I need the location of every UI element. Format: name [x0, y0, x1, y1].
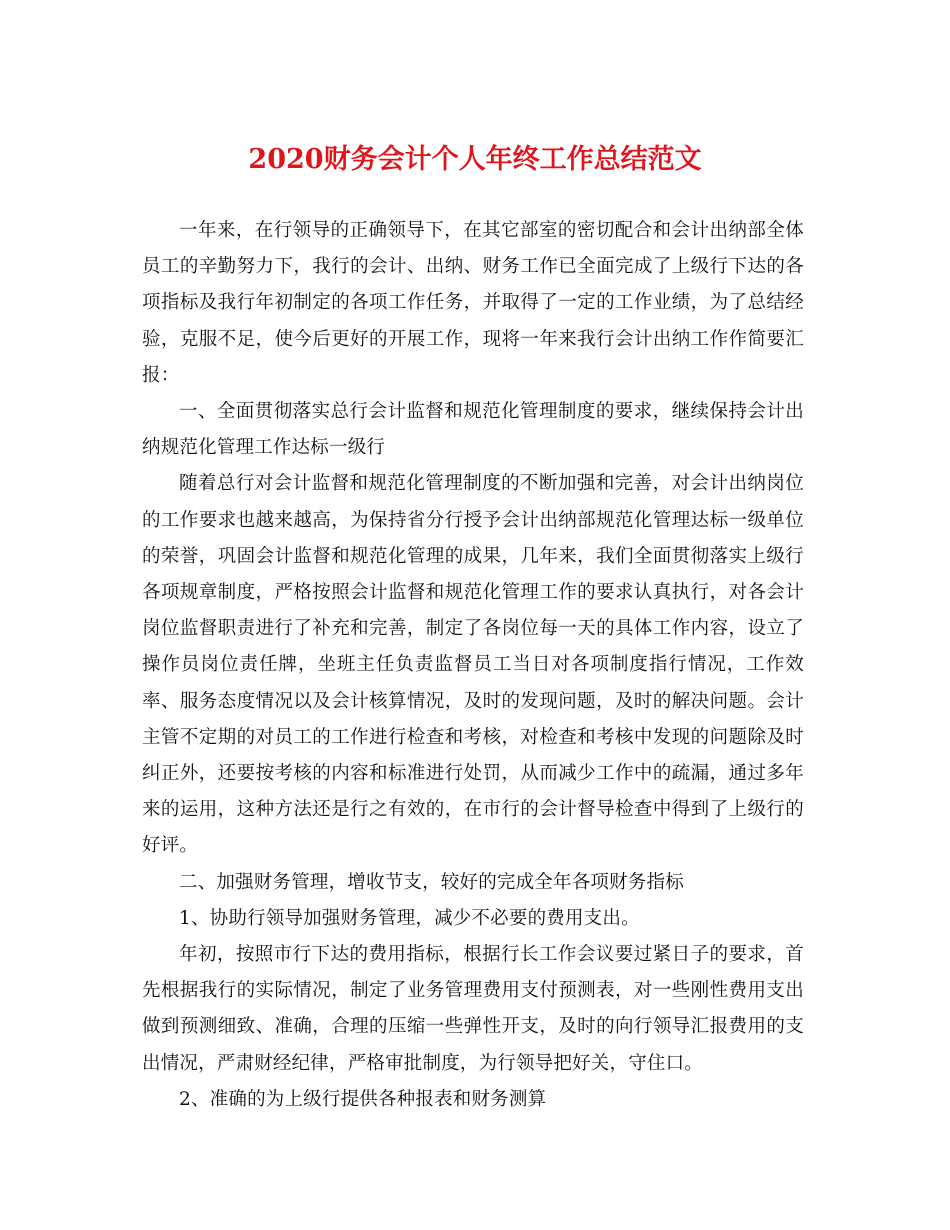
- section-heading-2: 二、加强财务管理，增收节支，较好的完成全年各项财务指标: [179, 871, 684, 893]
- document-body: [142, 213, 804, 1118]
- paragraph-section-2-1: 年初，按照市行下达的费用指标，根据行长工作会议要过紧日子的要求，首先根据我行的实际情况，制定了业务管理费用支付预测表，对一些刚性费用支出做到预测细致、准确，合理的压缩一些弹性开支，及时的向行领导汇报费用的支出情况，严肃财经纪律，严格审批制度，为行领导把好关，守住口。: [142, 944, 804, 1074]
- document-title: 2020财务会计个人年终工作总结范文: [248, 144, 702, 175]
- paragraph-intro: 一年来，在行领导的正确领导下，在其它部室的密切配合和会计出纳部全体员工的辛勤努力下，我行的会计、出纳、财务工作已全面完成了上级行下达的各项指标及我行年初制定的各项工作任务，并取得了一定的工作业绩，为了总结经验，克服不足，使今后更好的开展工作，现将一年来我行会计出纳工作作简要汇报：: [142, 220, 804, 386]
- subheading-2-2: 2、准确的为上级行提供各种报表和财务测算: [179, 1088, 547, 1110]
- paragraph-section-1: 随着总行对会计监督和规范化管理制度的不断加强和完善，对会计出纳岗位的工作要求也越来越高，为保持省分行授予会计出纳部规范化管理达标一级单位的荣誉，巩固会计监督和规范化管理的成果，几年来，我们全面贯彻落实上级行各项规章制度，严格按照会计监督和规范化管理工作的要求认真执行，对各会计岗位监督职责进行了补充和完善，制定了各岗位每一天的具体工作内容，设立了操作员岗位责任牌，坐班主任负责监督员工当日对各项制度指行情况，工作效率、服务态度情况以及会计核算情况，及时的发现问题，及时的解决问题。会计主管不定期的对员工的工作进行检查和考核，对检查和考核中发现的问题除及时纠正外，还要按考核的内容和标准进行处罚，从而减少工作中的疏漏，通过多年来的运用，这种方法还是行之有效的，在市行的会计督导检查中得到了上级行的好评。: [142, 473, 804, 857]
- section-heading-1: 一、全面贯彻落实总行会计监督和规范化管理制度的要求，继续保持会计出纳规范化管理工作达标一级行: [142, 401, 804, 459]
- subheading-2-1: 1、协助行领导加强财务管理，减少不必要的费用支出。: [179, 907, 640, 929]
